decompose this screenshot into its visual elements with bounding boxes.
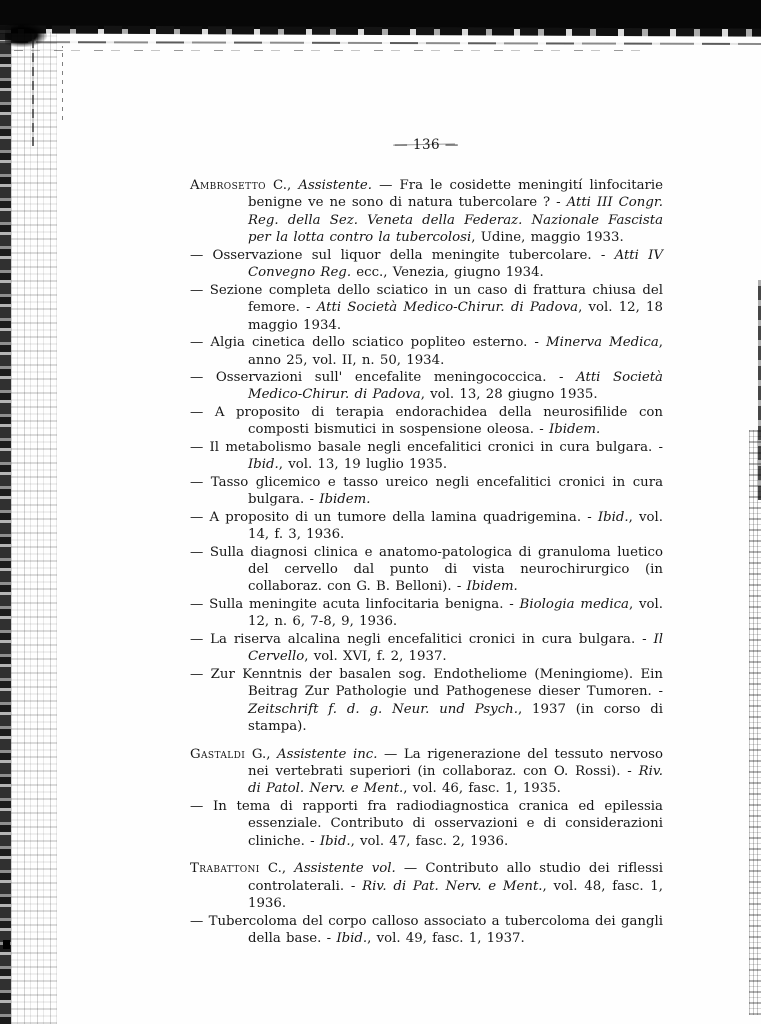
bib-segment-italic: Atti IV Convegno Reg. <box>248 247 663 281</box>
scan-vertical-dashes-artifact <box>62 46 63 120</box>
bib-segment-italic: Ibid. <box>597 509 629 525</box>
bib-segment-plain: C., <box>259 861 295 877</box>
bib-entry <box>190 334 663 369</box>
bib-segment-plain: — Algia cinetica dello sciatico popliteo esterno. - <box>190 335 546 351</box>
bib-segment-italic: Ibid. <box>248 457 279 473</box>
bib-segment-plain: — Il metabolismo basale negli encefalitici cronici in cura bulgara. - <box>190 439 663 455</box>
bib-segment-plain: , vol. 12, n. 6, 7-8, 9, 1936. <box>248 596 664 630</box>
bib-segment-plain: — Sezione completa dello sciatico in un caso di frattura chiusa del femore. - <box>190 282 663 316</box>
scan-left-gutter-shadow <box>0 26 11 1024</box>
bib-segment-italic: Ibid. <box>319 833 351 849</box>
bib-segment-plain: — In tema di rapporti fra radiodiagnostica cranica ed epilessia essenziale. Contributo di osservazioni e di considerazioni cliniche. - <box>190 798 663 849</box>
bib-segment-italic: Atti Società Medico-Chirur. di Padova <box>316 300 579 316</box>
bib-segment-italic: Atti Società Medico-Chirur. di Padova <box>248 369 663 403</box>
scan-horizontal-line-artifact <box>0 41 761 45</box>
bib-segment-plain: , vol. 13, 28 giugno 1935. <box>420 387 598 403</box>
bib-entry <box>190 247 663 282</box>
bib-segment-italic: Atti III Congr. Reg. della Sez. Veneta della Federaz. Nazionale Fascista per la lotta contro la tubercolosi <box>248 195 663 246</box>
bib-entry <box>190 798 663 850</box>
bib-segment-plain: , vol. 49, fasc. 1, 1937. <box>367 931 525 947</box>
bib-entry <box>190 177 663 247</box>
bib-segment-smallcaps: Gastaldi <box>190 746 246 762</box>
bib-segment-plain: , anno 25, vol. II, n. 50, 1934. <box>248 335 663 368</box>
bib-segment-plain: — Sulla diagnosi clinica e anatomo-patologica di granuloma luetico del cervello dal punto di vista neurochirurgico (in collaboraz. con G. B. Belloni). - <box>190 544 663 595</box>
scan-top-edge-ragged <box>0 25 761 36</box>
bib-segment-italic: Minerva Medica <box>545 335 659 351</box>
bib-entry <box>190 860 663 912</box>
bib-segment-plain: , vol. 46, fasc. 1, 1935. <box>403 781 561 797</box>
bib-group <box>190 860 663 947</box>
bib-segment-italic: Assistente vol. <box>294 861 396 877</box>
bib-segment-plain: , vol. XVI, f. 2, 1937. <box>304 649 447 665</box>
bib-entry <box>190 913 663 948</box>
bib-segment-italic: Assistente. <box>298 178 372 193</box>
bib-segment-plain: , vol. 47, fasc. 2, 1936. <box>350 833 509 849</box>
bib-entry <box>190 544 663 596</box>
bib-segment-italic: Ibidem. <box>319 492 371 508</box>
bib-segment-plain: — Sulla meningite acuta linfocitaria benigna. - <box>190 596 520 612</box>
bib-segment-plain: — Tubercoloma del corpo calloso associato a tubercoloma dei gangli della base. - <box>190 913 663 947</box>
bib-entry <box>190 666 663 736</box>
scan-vertical-line-artifact <box>32 34 34 146</box>
bib-segment-italic: Riv. di Patol. Nerv. e Ment. <box>248 763 663 797</box>
bib-entry <box>190 474 663 509</box>
bib-segment-italic: Ibid. <box>336 931 368 947</box>
bib-segment-italic: Zeitschrift f. d. g. Neur. und Psych. <box>248 701 518 717</box>
bib-segment-italic: Ibidem. <box>466 579 518 595</box>
bib-segment-italic: Assistente inc. <box>277 746 378 762</box>
bib-segment-plain: , vol. 12, 18 maggio 1934. <box>248 300 663 333</box>
bib-segment-plain: G., <box>245 746 278 762</box>
bib-segment-plain: — La riserva alcalina negli encefalitici cronici in cura bulgara. - <box>190 631 654 647</box>
bib-segment-plain: — A proposito di un tumore della lamina quadrigemina. - <box>190 509 598 525</box>
page <box>190 137 663 947</box>
bib-segment-italic: Ibidem. <box>548 422 601 438</box>
bib-segment-plain: C., <box>265 178 299 193</box>
bib-entry <box>190 631 663 666</box>
bib-segment-plain: — Fra le cosidette meningití linfocitarie benigne ve ne sono di natura tubercolare ? - <box>248 178 663 211</box>
scan-corner-blob <box>5 23 47 47</box>
bib-segment-plain: — Contributo allo studio dei riflessi controlaterali. - <box>248 861 663 894</box>
bib-entry <box>190 404 663 439</box>
bib-segment-plain: , vol. 14, f. 3, 1936. <box>248 509 664 543</box>
bib-entry <box>190 596 663 631</box>
bib-segment-plain: — Osservazioni sull' encefalite meningococcica. - <box>190 369 577 385</box>
bib-entry <box>190 439 663 474</box>
bib-segment-plain: — La rigenerazione del tessuto nervoso nei vertebrati superiori (in collaboraz. con O. Rossi). - <box>248 746 663 779</box>
page-number: — 136 — <box>190 137 663 153</box>
bib-segment-plain: — A proposito di terapia endorachidea della neurosifilide con composti bismutici in sospensione oleosa. - <box>190 404 663 438</box>
bib-segment-italic: Il Cervello <box>248 631 663 665</box>
bib-entry <box>190 746 663 798</box>
bib-segment-plain: , 1937 (in corso di stampa). <box>248 701 663 735</box>
bib-segment-plain: ecc., Venezia, giugno 1934. <box>351 265 544 281</box>
bib-entry <box>190 369 663 404</box>
scan-right-noise-band <box>749 430 761 1015</box>
bib-segment-plain: , vol. 13, 19 luglio 1935. <box>278 457 448 473</box>
bib-segment-plain: — Zur Kenntnis der basalen sog. Endotheliome (Meningiome). Ein Beitrag Zur Pathologie und Pathogenese dieser Tumoren. - <box>190 666 663 700</box>
bib-group <box>190 746 663 851</box>
bibliography <box>190 177 663 947</box>
bib-segment-plain: — Osservazione sul liquor della meningite tubercolare. - <box>190 247 615 263</box>
scan-left-noise-band <box>11 32 57 1024</box>
scan-ink-speck <box>3 940 10 949</box>
scan-dotted-line-artifact <box>14 50 654 51</box>
scan-top-edge-bar <box>0 0 761 29</box>
bib-segment-smallcaps: Trabattoni <box>190 861 260 877</box>
bib-segment-plain: , vol. 48, fasc. 1, 1936. <box>248 878 663 912</box>
bib-segment-italic: Riv. di Pat. Nerv. e Ment. <box>362 878 543 894</box>
bib-entry <box>190 509 663 544</box>
bib-segment-smallcaps: Ambrosetto <box>190 178 266 193</box>
bib-entry <box>190 282 663 334</box>
bib-segment-italic: Biologia medica <box>519 596 629 612</box>
bib-segment-plain: , Udine, maggio 1933. <box>471 230 624 246</box>
bib-group <box>190 177 663 736</box>
bib-segment-plain: — Tasso glicemico e tasso ureico negli encefalitici cronici in cura bulgara. - <box>190 474 663 508</box>
